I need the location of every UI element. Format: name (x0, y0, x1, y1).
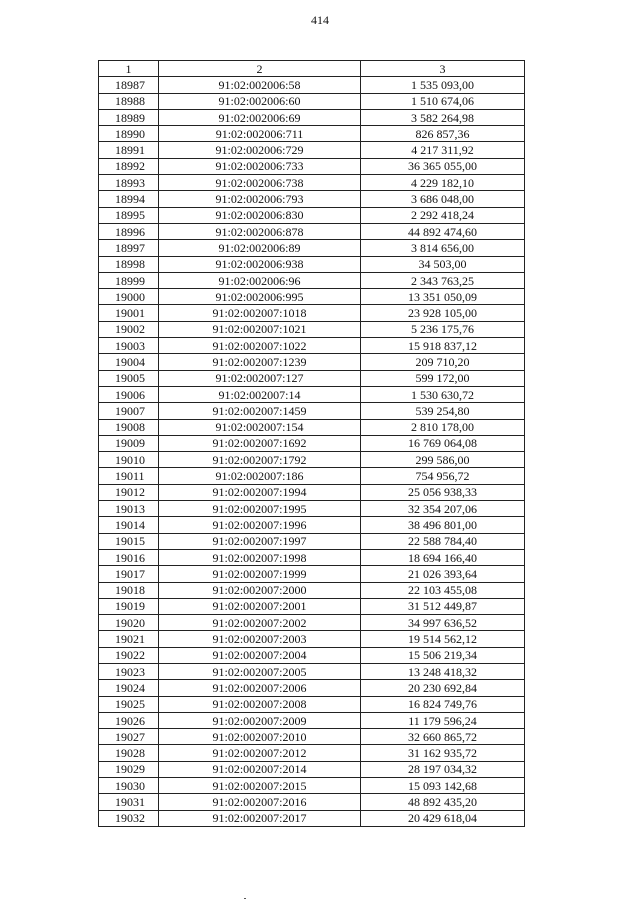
table-row (99, 321, 525, 337)
row-number-cell: 19012 (99, 484, 159, 500)
cadastral-number-cell: 91:02:002007:1995 (159, 501, 361, 517)
cadastral-number-cell: 91:02:002007:1998 (159, 549, 361, 565)
value-cell: 34 997 636,52 (361, 615, 525, 631)
cadastral-number-cell: 91:02:002007:2009 (159, 712, 361, 728)
column-header-3: 3 (361, 61, 525, 77)
row-number-cell: 19026 (99, 712, 159, 728)
cadastral-number-cell: 91:02:002007:2001 (159, 598, 361, 614)
row-number-cell: 18995 (99, 207, 159, 223)
cadastral-number-cell: 91:02:002006:96 (159, 272, 361, 288)
cadastral-number-cell: 91:02:002007:2012 (159, 745, 361, 761)
value-cell: 2 810 178,00 (361, 419, 525, 435)
table-row (99, 403, 525, 419)
value-cell: 754 956,72 (361, 468, 525, 484)
cadastral-number-cell: 91:02:002007:1996 (159, 517, 361, 533)
cadastral-number-cell: 91:02:002007:2016 (159, 794, 361, 810)
table-row (99, 289, 525, 305)
value-cell: 3 814 656,00 (361, 240, 525, 256)
table-row (99, 386, 525, 402)
value-cell: 1 530 630,72 (361, 386, 525, 402)
row-number-cell: 19027 (99, 729, 159, 745)
row-number-cell: 19019 (99, 598, 159, 614)
value-cell: 38 496 801,00 (361, 517, 525, 533)
cadastral-number-cell: 91:02:002007:2015 (159, 778, 361, 794)
cadastral-number-cell: 91:02:002007:2008 (159, 696, 361, 712)
value-cell: 44 892 474,60 (361, 223, 525, 239)
value-cell: 13 248 418,32 (361, 663, 525, 679)
table-row (99, 712, 525, 728)
table-row (99, 256, 525, 272)
cadastral-number-cell: 91:02:002007:154 (159, 419, 361, 435)
cadastral-number-cell: 91:02:002007:2005 (159, 663, 361, 679)
table-row (99, 338, 525, 354)
cadastral-number-cell: 91:02:002006:830 (159, 207, 361, 223)
row-number-cell: 19020 (99, 615, 159, 631)
cadastral-number-cell: 91:02:002006:58 (159, 77, 361, 93)
table-row (99, 615, 525, 631)
value-cell: 209 710,20 (361, 354, 525, 370)
cadastral-number-cell: 91:02:002007:2014 (159, 761, 361, 777)
row-number-cell: 18993 (99, 175, 159, 191)
cadastral-number-cell: 91:02:002007:1459 (159, 403, 361, 419)
value-cell: 3 686 048,00 (361, 191, 525, 207)
table-row (99, 468, 525, 484)
value-cell: 15 506 219,34 (361, 647, 525, 663)
cadastral-number-cell: 91:02:002006:793 (159, 191, 361, 207)
cadastral-number-cell: 91:02:002007:1239 (159, 354, 361, 370)
value-cell: 16 824 749,76 (361, 696, 525, 712)
cadastral-number-cell: 91:02:002006:738 (159, 175, 361, 191)
table-row (99, 191, 525, 207)
value-cell: 20 230 692,84 (361, 680, 525, 696)
table-row (99, 354, 525, 370)
table-row (99, 794, 525, 810)
row-number-cell: 19001 (99, 305, 159, 321)
table-row (99, 484, 525, 500)
cadastral-number-cell: 91:02:002006:878 (159, 223, 361, 239)
table-row (99, 452, 525, 468)
cadastral-number-cell: 91:02:002007:1792 (159, 452, 361, 468)
row-number-cell: 18992 (99, 158, 159, 174)
value-cell: 13 351 050,09 (361, 289, 525, 305)
column-header-2: 2 (159, 61, 361, 77)
cadastral-number-cell: 91:02:002006:995 (159, 289, 361, 305)
table-row (99, 370, 525, 386)
row-number-cell: 19029 (99, 761, 159, 777)
row-number-cell: 19023 (99, 663, 159, 679)
value-cell: 2 343 763,25 (361, 272, 525, 288)
row-number-cell: 19030 (99, 778, 159, 794)
cadastral-number-cell: 91:02:002007:1997 (159, 533, 361, 549)
table-row (99, 810, 525, 826)
cadastral-number-cell: 91:02:002007:2003 (159, 631, 361, 647)
table-row (99, 598, 525, 614)
value-cell: 31 162 935,72 (361, 745, 525, 761)
cadastral-number-cell: 91:02:002007:1018 (159, 305, 361, 321)
value-cell: 1 510 674,06 (361, 93, 525, 109)
table-row (99, 158, 525, 174)
row-number-cell: 19031 (99, 794, 159, 810)
row-number-cell: 19004 (99, 354, 159, 370)
table-row (99, 745, 525, 761)
row-number-cell: 18999 (99, 272, 159, 288)
value-cell: 19 514 562,12 (361, 631, 525, 647)
cadastral-number-cell: 91:02:002007:2004 (159, 647, 361, 663)
value-cell: 5 236 175,76 (361, 321, 525, 337)
table-row (99, 533, 525, 549)
row-number-cell: 18998 (99, 256, 159, 272)
table-row (99, 435, 525, 451)
value-cell: 599 172,00 (361, 370, 525, 386)
cadastral-number-cell: 91:02:002007:2010 (159, 729, 361, 745)
cadastral-number-cell: 91:02:002007:14 (159, 386, 361, 402)
value-cell: 15 918 837,12 (361, 338, 525, 354)
value-cell: 32 660 865,72 (361, 729, 525, 745)
row-number-cell: 19009 (99, 435, 159, 451)
cadastral-number-cell: 91:02:002007:1692 (159, 435, 361, 451)
value-cell: 1 535 093,00 (361, 77, 525, 93)
cadastral-number-cell: 91:02:002007:1999 (159, 566, 361, 582)
value-cell: 25 056 938,33 (361, 484, 525, 500)
value-cell: 16 769 064,08 (361, 435, 525, 451)
row-number-cell: 19005 (99, 370, 159, 386)
table-row (99, 582, 525, 598)
cadastral-number-cell: 91:02:002006:729 (159, 142, 361, 158)
row-number-cell: 18987 (99, 77, 159, 93)
cadastral-number-cell: 91:02:002007:2017 (159, 810, 361, 826)
row-number-cell: 19018 (99, 582, 159, 598)
cadastral-number-cell: 91:02:002007:1021 (159, 321, 361, 337)
row-number-cell: 18996 (99, 223, 159, 239)
row-number-cell: 18989 (99, 109, 159, 125)
table-row (99, 126, 525, 142)
value-cell: 31 512 449,87 (361, 598, 525, 614)
row-number-cell: 19011 (99, 468, 159, 484)
value-cell: 20 429 618,04 (361, 810, 525, 826)
table-row (99, 696, 525, 712)
row-number-cell: 18994 (99, 191, 159, 207)
table-body (99, 77, 525, 827)
row-number-cell: 18988 (99, 93, 159, 109)
table-row (99, 77, 525, 93)
row-number-cell: 19016 (99, 549, 159, 565)
table-row (99, 729, 525, 745)
value-cell: 826 857,36 (361, 126, 525, 142)
table-row (99, 272, 525, 288)
row-number-cell: 19024 (99, 680, 159, 696)
row-number-cell: 19010 (99, 452, 159, 468)
value-cell: 15 093 142,68 (361, 778, 525, 794)
cadastral-number-cell: 91:02:002006:69 (159, 109, 361, 125)
cadastral-number-cell: 91:02:002007:2006 (159, 680, 361, 696)
value-cell: 28 197 034,32 (361, 761, 525, 777)
column-header-1: 1 (99, 61, 159, 77)
cadastral-number-cell: 91:02:002006:938 (159, 256, 361, 272)
cadastral-number-cell: 91:02:002007:2000 (159, 582, 361, 598)
table-row (99, 223, 525, 239)
row-number-cell: 19003 (99, 338, 159, 354)
cadastral-number-cell: 91:02:002007:1994 (159, 484, 361, 500)
value-cell: 11 179 596,24 (361, 712, 525, 728)
table-row (99, 761, 525, 777)
table-row (99, 517, 525, 533)
table-row (99, 778, 525, 794)
value-cell: 34 503,00 (361, 256, 525, 272)
row-number-cell: 19021 (99, 631, 159, 647)
cadastral-number-cell: 91:02:002006:711 (159, 126, 361, 142)
cadastral-number-cell: 91:02:002007:186 (159, 468, 361, 484)
row-number-cell: 18990 (99, 126, 159, 142)
table-row (99, 647, 525, 663)
table-row (99, 549, 525, 565)
cadastral-number-cell: 91:02:002007:127 (159, 370, 361, 386)
table-row (99, 305, 525, 321)
page-number: 414 (311, 13, 329, 27)
table-row (99, 207, 525, 223)
row-number-cell: 19022 (99, 647, 159, 663)
cadastral-number-cell: 91:02:002006:89 (159, 240, 361, 256)
value-cell: 3 582 264,98 (361, 109, 525, 125)
row-number-cell: 19013 (99, 501, 159, 517)
value-cell: 18 694 166,40 (361, 549, 525, 565)
table-row (99, 240, 525, 256)
row-number-cell: 19028 (99, 745, 159, 761)
cadastral-number-cell: 91:02:002006:60 (159, 93, 361, 109)
cadastral-number-cell: 91:02:002006:733 (159, 158, 361, 174)
table-row (99, 93, 525, 109)
table-row (99, 631, 525, 647)
row-number-cell: 18997 (99, 240, 159, 256)
value-cell: 48 892 435,20 (361, 794, 525, 810)
table-row (99, 663, 525, 679)
row-number-cell: 19002 (99, 321, 159, 337)
cadastral-number-cell: 91:02:002007:2002 (159, 615, 361, 631)
value-cell: 21 026 393,64 (361, 566, 525, 582)
row-number-cell: 19017 (99, 566, 159, 582)
table-header-row (99, 61, 525, 77)
row-number-cell: 18991 (99, 142, 159, 158)
value-cell: 32 354 207,06 (361, 501, 525, 517)
row-number-cell: 19015 (99, 533, 159, 549)
row-number-cell: 19000 (99, 289, 159, 305)
value-cell: 22 588 784,40 (361, 533, 525, 549)
row-number-cell: 19008 (99, 419, 159, 435)
row-number-cell: 19006 (99, 386, 159, 402)
table-row (99, 175, 525, 191)
row-number-cell: 19014 (99, 517, 159, 533)
value-cell: 22 103 455,08 (361, 582, 525, 598)
value-cell: 299 586,00 (361, 452, 525, 468)
value-cell: 36 365 055,00 (361, 158, 525, 174)
table-row (99, 501, 525, 517)
value-cell: 2 292 418,24 (361, 207, 525, 223)
table-row (99, 680, 525, 696)
value-cell: 4 217 311,92 (361, 142, 525, 158)
data-table (98, 60, 525, 827)
value-cell: 539 254,80 (361, 403, 525, 419)
table-row (99, 566, 525, 582)
table-row (99, 109, 525, 125)
cadastral-number-cell: 91:02:002007:1022 (159, 338, 361, 354)
table-row (99, 142, 525, 158)
row-number-cell: 19007 (99, 403, 159, 419)
value-cell: 4 229 182,10 (361, 175, 525, 191)
row-number-cell: 19025 (99, 696, 159, 712)
scan-mark (244, 898, 246, 899)
value-cell: 23 928 105,00 (361, 305, 525, 321)
table-row (99, 419, 525, 435)
row-number-cell: 19032 (99, 810, 159, 826)
